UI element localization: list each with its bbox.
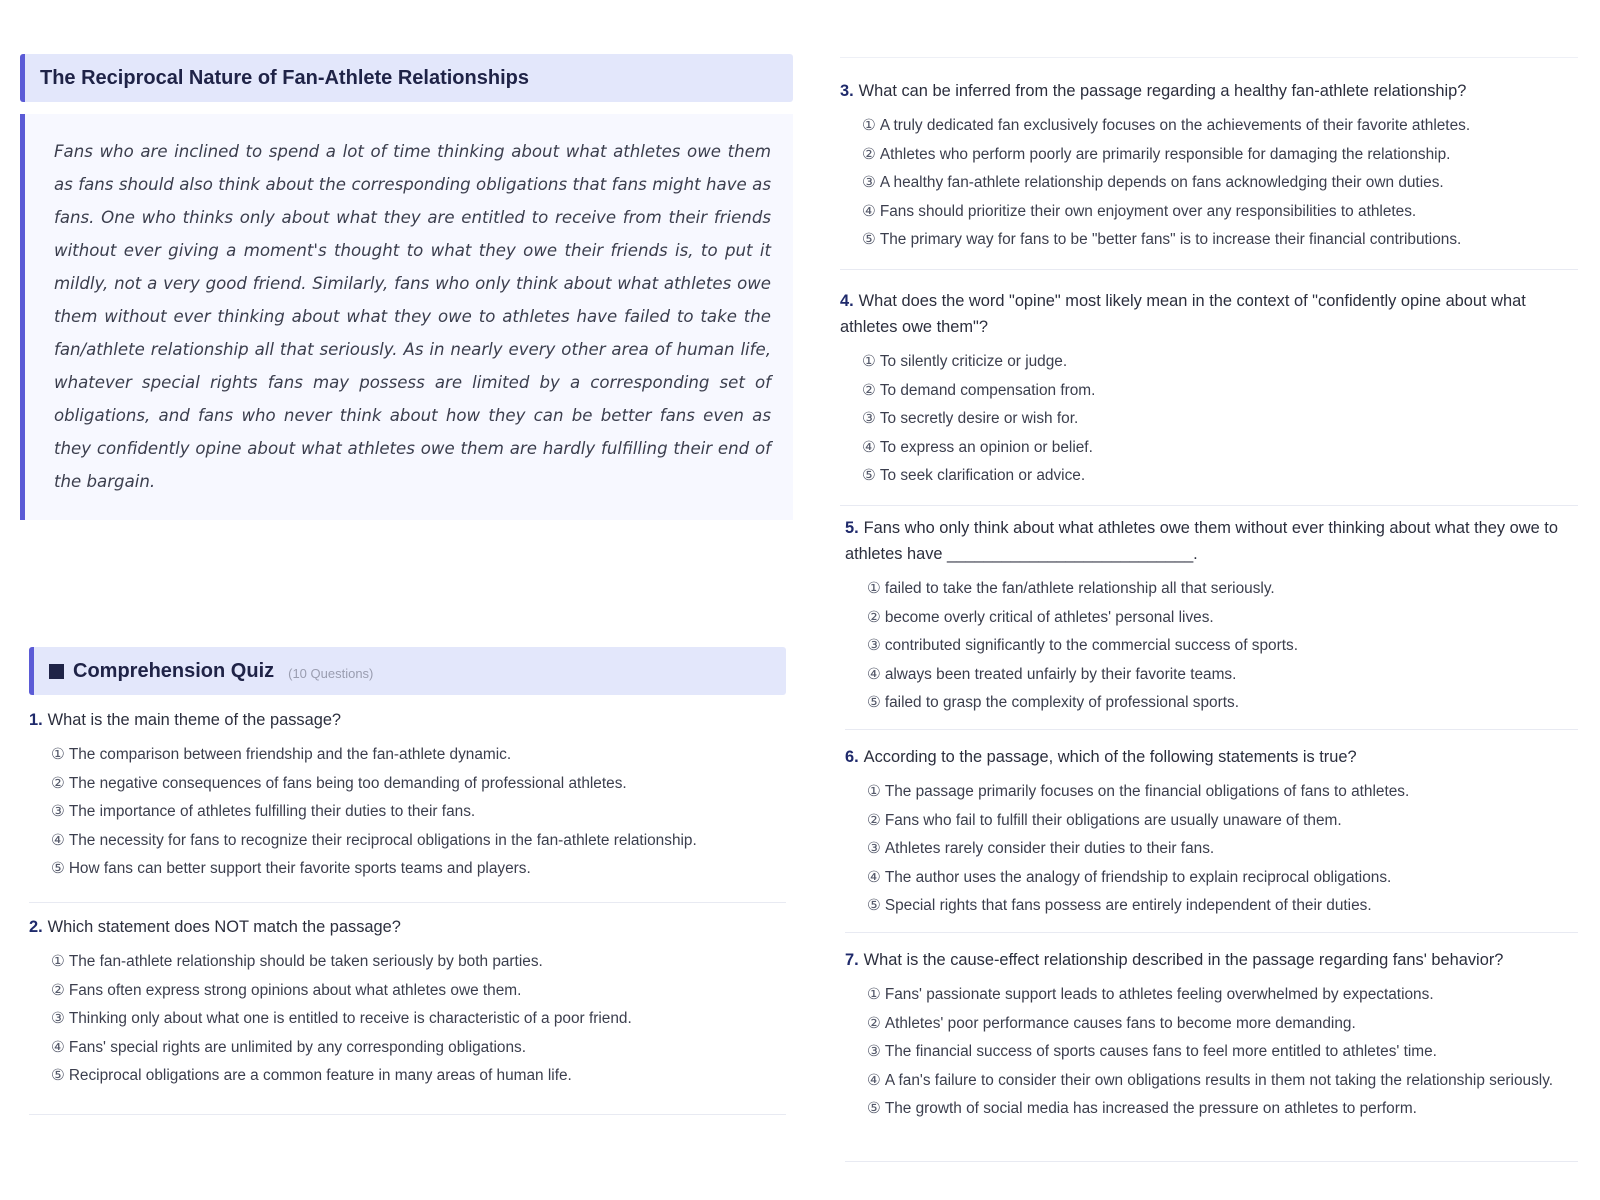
option-text: A fan's failure to consider their own obligations results in them not taking the relationship seriously. — [884, 1071, 1554, 1089]
option-text: Thinking only about what one is entitled to receive is characteristic of a poor friend. — [68, 1010, 632, 1027]
question-1 — [29, 707, 786, 903]
option-text: The comparison between friendship and the fan-athlete dynamic. — [68, 746, 512, 763]
option-marker: ⑤ — [51, 860, 65, 877]
answer-options — [845, 778, 1578, 921]
answer-options — [845, 981, 1578, 1124]
option-text: failed to grasp the complexity of professional sports. — [884, 694, 1239, 711]
answer-option[interactable] — [51, 798, 786, 827]
option-text: A truly dedicated fan exclusively focuses on the achievements of their favorite athletes. — [879, 117, 1471, 134]
option-marker: ① — [862, 117, 876, 134]
answer-option[interactable] — [862, 348, 1578, 377]
question-text — [840, 78, 1578, 104]
option-text: Athletes' poor performance causes fans to become more demanding. — [884, 1014, 1356, 1032]
answer-option[interactable] — [862, 169, 1578, 198]
answer-option[interactable] — [867, 604, 1578, 633]
option-text: Athletes who perform poorly are primarily responsible for damaging the relationship. — [879, 145, 1451, 163]
question-text — [845, 947, 1578, 973]
question-text — [840, 288, 1578, 340]
answer-option[interactable] — [51, 770, 786, 799]
option-text: become overly critical of athletes' personal lives. — [884, 608, 1214, 626]
answer-option[interactable] — [867, 778, 1578, 807]
question-prompt: What does the word "opine" most likely mean in the context of "confidently opine about what athletes owe them"? — [840, 292, 1526, 336]
answer-option[interactable] — [51, 1062, 786, 1091]
question-5 — [845, 515, 1578, 730]
option-text: Fans often express strong opinions about what athletes owe them. — [68, 981, 522, 999]
question-prompt: What is the main theme of the passage? — [47, 711, 342, 729]
quiz-header — [29, 647, 786, 695]
answer-option[interactable] — [862, 377, 1578, 406]
answer-option[interactable] — [867, 807, 1578, 836]
passage-title: The Reciprocal Nature of Fan-Athlete Relationships — [20, 54, 793, 102]
option-marker: ③ — [867, 637, 881, 654]
option-text: contributed significantly to the commercial success of sports. — [884, 637, 1298, 654]
answer-option[interactable] — [51, 741, 786, 770]
option-text: The passage primarily focuses on the financial obligations of fans to athletes. — [884, 783, 1410, 800]
option-marker: ④ — [51, 1038, 65, 1056]
option-marker: ① — [867, 986, 881, 1003]
option-text: The negative consequences of fans being too demanding of professional athletes. — [68, 774, 627, 792]
passage-text: Fans who are inclined to spend a lot of time thinking about what athletes owe them as fans should also think about the corresponding obligations that fans might have as fans. One who thinks only about what they are entitled to receive from their friends without ever giving a moment's thought to what they owe their friends is, to put it mildly, not a very good friend. Similarly, fans who only think about what athletes owe them without ever thinking about what they owe to athletes have failed to take the fan/athlete relationship all that seriously. As in nearly every other area of human life, whatever special rights fans may possess are limited by a corresponding set of obligations, and fans who never think about how they can be better fans even as they confidently opine about what athletes owe them are hardly fulfilling their end of the bargain. — [20, 114, 793, 520]
option-text: The financial success of sports causes fans to feel more entitled to athletes' time. — [884, 1043, 1437, 1060]
answer-option[interactable] — [51, 827, 786, 856]
option-text: To express an opinion or belief. — [879, 438, 1093, 456]
answer-option[interactable] — [867, 661, 1578, 690]
option-marker: ④ — [867, 665, 881, 683]
option-text: The author uses the analogy of friendship to explain reciprocal obligations. — [884, 868, 1392, 886]
option-text: The growth of social media has increased the pressure on athletes to perform. — [884, 1100, 1417, 1117]
option-marker: ② — [867, 608, 881, 626]
option-marker: ⑤ — [867, 897, 881, 914]
option-marker: ② — [867, 1014, 881, 1032]
answer-option[interactable] — [51, 1034, 786, 1063]
question-prompt: Which statement does NOT match the passage? — [47, 918, 401, 936]
answer-option[interactable] — [862, 462, 1578, 491]
option-marker: ① — [51, 746, 65, 763]
option-text: The necessity for fans to recognize their reciprocal obligations in the fan-athlete relationship. — [68, 831, 697, 849]
question-prompt: Fans who only think about what athletes owe them without ever thinking about what they owe to athletes have ___________________________. — [845, 519, 1558, 563]
option-marker: ③ — [867, 840, 881, 857]
option-text: The fan-athlete relationship should be taken seriously by both parties. — [68, 953, 543, 970]
question-2 — [29, 914, 786, 1115]
option-marker: ③ — [867, 1043, 881, 1060]
answer-option[interactable] — [867, 1038, 1578, 1067]
option-marker: ⑤ — [862, 467, 876, 484]
option-marker: ④ — [867, 1071, 881, 1089]
option-marker: ② — [867, 811, 881, 829]
answer-options — [845, 575, 1578, 718]
answer-option[interactable] — [867, 1067, 1578, 1096]
option-text: Fans' special rights are unlimited by any corresponding obligations. — [68, 1038, 527, 1056]
option-text: Fans should prioritize their own enjoyment over any responsibilities to athletes. — [879, 202, 1417, 220]
option-marker: ② — [862, 381, 876, 399]
answer-option[interactable] — [862, 141, 1578, 170]
question-number: 1. — [29, 711, 43, 729]
question-text — [845, 744, 1578, 770]
answer-option[interactable] — [867, 1010, 1578, 1039]
option-text: A healthy fan-athlete relationship depends on fans acknowledging their own duties. — [879, 174, 1444, 191]
option-marker: ④ — [867, 868, 881, 886]
question-text — [29, 914, 786, 940]
option-marker: ③ — [51, 1010, 65, 1027]
option-marker: ④ — [862, 202, 876, 220]
question-text — [845, 515, 1578, 567]
option-text: Athletes rarely consider their duties to their fans. — [884, 840, 1215, 857]
answer-option[interactable] — [862, 405, 1578, 434]
divider — [840, 57, 1578, 58]
answer-option[interactable] — [51, 1005, 786, 1034]
answer-option[interactable] — [862, 434, 1578, 463]
question-number: 7. — [845, 951, 859, 969]
option-marker: ⑤ — [862, 231, 876, 248]
question-text — [29, 707, 786, 733]
option-text: To demand compensation from. — [879, 381, 1096, 399]
question-count: (10 Questions) — [288, 665, 374, 681]
answer-options — [840, 348, 1578, 491]
question-number: 3. — [840, 82, 854, 100]
question-number: 6. — [845, 748, 859, 766]
question-6 — [845, 744, 1578, 933]
option-marker: ④ — [51, 831, 65, 849]
option-text: How fans can better support their favorite sports teams and players. — [68, 860, 531, 877]
answer-option[interactable] — [862, 112, 1578, 141]
quiz-title: Comprehension Quiz — [73, 659, 275, 682]
answer-option[interactable] — [867, 632, 1578, 661]
square-bullet-icon — [49, 664, 64, 679]
question-3 — [840, 78, 1578, 270]
option-text: Special rights that fans possess are entirely independent of their duties. — [884, 897, 1372, 914]
question-4 — [840, 288, 1578, 506]
question-7 — [845, 947, 1578, 1162]
option-text: failed to take the fan/athlete relationship all that seriously. — [884, 580, 1275, 597]
option-text: Reciprocal obligations are a common feature in many areas of human life. — [68, 1067, 572, 1084]
option-marker: ⑤ — [867, 694, 881, 711]
answer-options — [29, 741, 786, 884]
option-text: To seek clarification or advice. — [879, 467, 1086, 484]
option-text: The primary way for fans to be "better fans" is to increase their financial contributions. — [879, 231, 1462, 248]
option-text: Fans' passionate support leads to athletes feeling overwhelmed by expectations. — [884, 986, 1434, 1003]
answer-option[interactable] — [51, 948, 786, 977]
option-marker: ② — [51, 981, 65, 999]
option-text: To silently criticize or judge. — [879, 353, 1068, 370]
answer-option[interactable] — [862, 198, 1578, 227]
answer-option[interactable] — [867, 1095, 1578, 1124]
answer-option[interactable] — [867, 981, 1578, 1010]
option-marker: ② — [51, 774, 65, 792]
option-marker: ⑤ — [867, 1100, 881, 1117]
option-text: always been treated unfairly by their favorite teams. — [884, 665, 1237, 683]
option-marker: ③ — [862, 174, 876, 191]
question-prompt: What can be inferred from the passage regarding a healthy fan-athlete relationship? — [858, 82, 1467, 100]
answer-options — [840, 112, 1578, 255]
option-marker: ① — [51, 953, 65, 970]
answer-option[interactable] — [51, 977, 786, 1006]
question-prompt: What is the cause-effect relationship described in the passage regarding fans' behavior? — [863, 951, 1504, 969]
option-text: To secretly desire or wish for. — [879, 410, 1079, 427]
answer-option[interactable] — [867, 864, 1578, 893]
option-marker: ② — [862, 145, 876, 163]
question-number: 5. — [845, 519, 859, 537]
option-marker: ④ — [862, 438, 876, 456]
answer-option[interactable] — [867, 835, 1578, 864]
option-marker: ③ — [862, 410, 876, 427]
question-number: 2. — [29, 918, 43, 936]
option-marker: ⑤ — [51, 1067, 65, 1084]
answer-option[interactable] — [51, 855, 786, 884]
answer-option[interactable] — [867, 892, 1578, 921]
option-text: Fans who fail to fulfill their obligations are usually unaware of them. — [884, 811, 1342, 829]
option-marker: ① — [867, 580, 881, 597]
answer-option[interactable] — [867, 689, 1578, 718]
option-marker: ① — [862, 353, 876, 370]
answer-option[interactable] — [862, 226, 1578, 255]
question-prompt: According to the passage, which of the following statements is true? — [863, 748, 1357, 766]
option-marker: ③ — [51, 803, 65, 820]
answer-options — [29, 948, 786, 1091]
answer-option[interactable] — [867, 575, 1578, 604]
option-text: The importance of athletes fulfilling their duties to their fans. — [68, 803, 476, 820]
question-number: 4. — [840, 292, 854, 310]
option-marker: ① — [867, 783, 881, 800]
